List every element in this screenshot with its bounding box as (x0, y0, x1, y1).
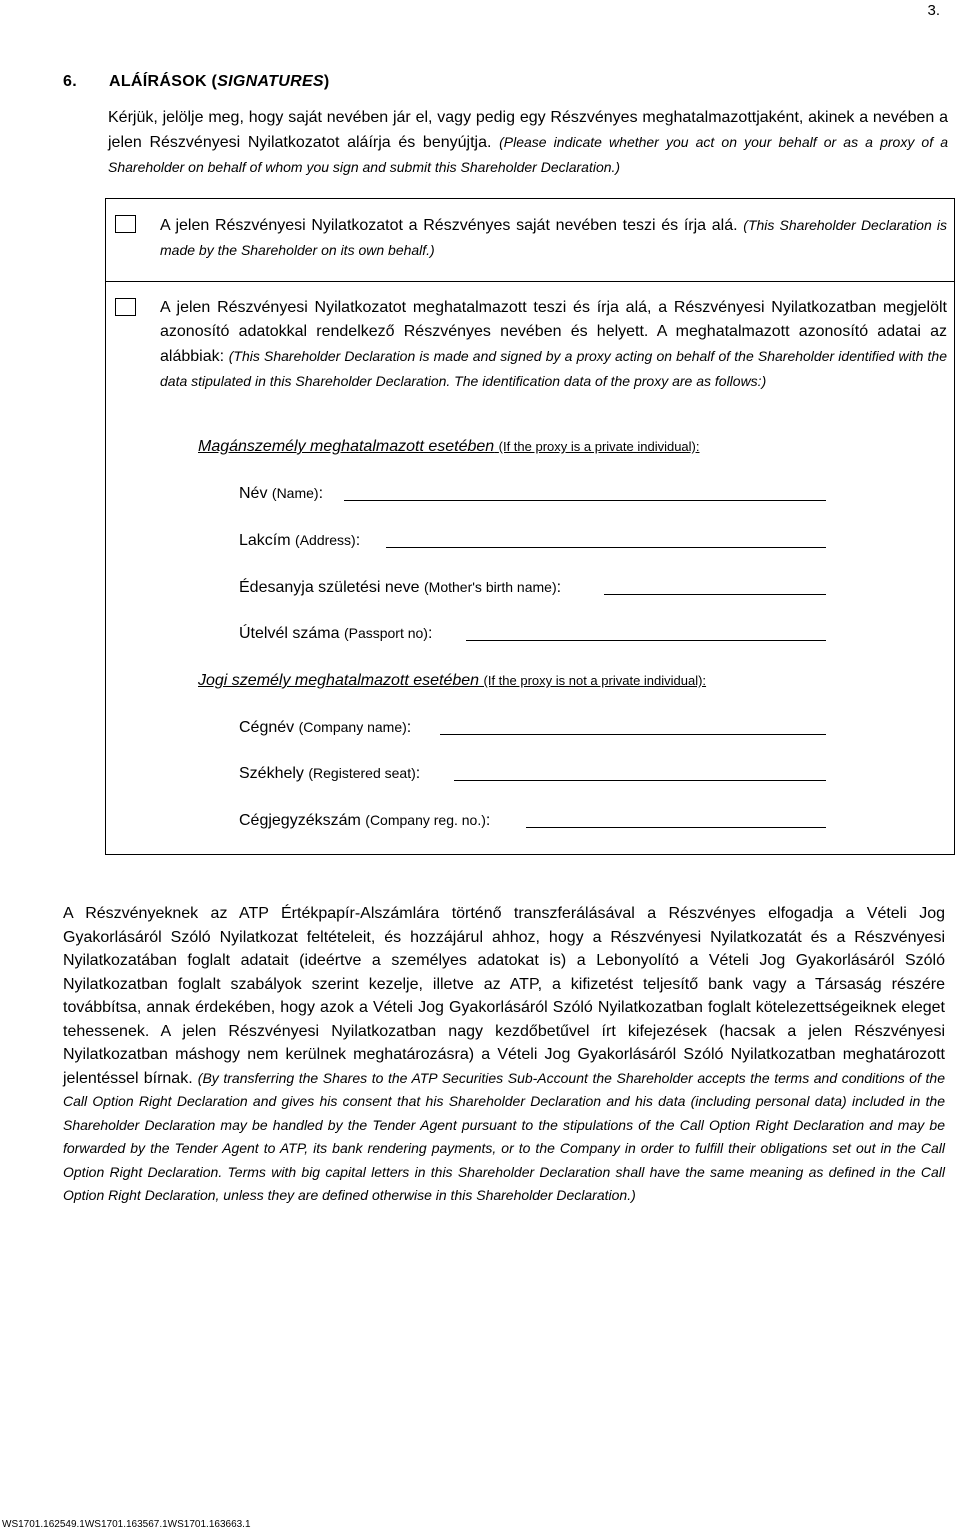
intro-hu: Kérjük, jelölje meg, hogy saját nevében jár el, vagy pedig egy Részvényes meghatalmazottjaként, akinek a nevében a jelen Részvényesi Nyilatkozatot aláírja és benyújtja. (108, 109, 948, 151)
private-heading-hu: Magánszemély meghatalmazott esetében (198, 438, 495, 455)
proxy-hu: A jelen Részvényesi Nyilatkozatot meghatalmazott teszi és írja alá, a Részvényesi Nyilatkozatban megjelölt azonosító adatokkal rendelkező Részvényes nevében és helyett. A meghatalmazott azonosító adatai az alábbiak: (160, 299, 947, 365)
intro-en: (Please indicate whether you act on your behalf or as a proxy of a Shareholder on behalf of whom you sign and submit this Shareholder Declaration.) (108, 134, 949, 175)
passport-label (239, 625, 432, 643)
name-label (239, 485, 323, 503)
company-name-field[interactable] (440, 734, 826, 735)
mothers-name-label (239, 579, 561, 597)
address-field[interactable] (386, 547, 826, 548)
section-title-close: ) (323, 73, 330, 90)
private-heading-en: (If the proxy is a private individual): (498, 439, 700, 454)
registered-seat-label-en: (Registered seat) (308, 765, 416, 781)
passport-label-hu: Útelvél száma (239, 625, 340, 642)
address-label-hu: Lakcím (239, 532, 291, 549)
private-proxy-heading (198, 438, 700, 456)
address-label-en: (Address) (295, 532, 356, 548)
proxy-option-text (160, 296, 947, 394)
company-name-label (239, 719, 411, 737)
mothers-name-label-hu: Édesanyja születési neve (239, 579, 420, 596)
company-name-label-en: (Company name) (298, 719, 407, 735)
legal-heading-en: (If the proxy is not a private individual): (483, 673, 707, 688)
company-reg-no-label-hu: Cégjegyzékszám (239, 812, 361, 829)
company-reg-no-label-colon: : (485, 812, 491, 829)
own-behalf-hu: A jelen Részvényesi Nyilatkozatot a Részvényes saját nevében teszi és írja alá. (160, 217, 738, 234)
legal-heading-hu: Jogi személy meghatalmazott esetében (198, 672, 480, 689)
own-behalf-option-text (160, 213, 947, 263)
legal-proxy-heading (198, 672, 706, 690)
section-number: 6. (63, 73, 77, 90)
proxy-en: (This Shareholder Declaration is made and signed by a proxy acting on behalf of the Shareholder identified with the data stipulated in this Shareholder Declaration. The identification data of the proxy are as follows:) (160, 348, 947, 389)
registered-seat-label-hu: Székhely (239, 765, 304, 782)
consent-paragraph (63, 902, 945, 1208)
own-behalf-checkbox[interactable] (115, 215, 136, 233)
company-reg-no-label-en: (Company reg. no.) (365, 812, 486, 828)
section-title-en: SIGNATURES (217, 73, 324, 90)
registered-seat-label-colon: : (415, 765, 421, 782)
name-label-hu: Név (239, 485, 268, 502)
name-label-en: (Name) (271, 485, 319, 501)
document-reference-footer: WS1701.162549.1WS1701.163567.1WS1701.163663.1 (2, 1519, 251, 1530)
intro-paragraph (108, 106, 948, 180)
proxy-checkbox[interactable] (115, 298, 136, 316)
name-label-colon: : (318, 485, 324, 502)
passport-field[interactable] (466, 640, 826, 641)
mothers-name-label-colon: : (556, 579, 562, 596)
page-number: 3. (927, 2, 940, 19)
address-label (239, 532, 360, 550)
company-reg-no-field[interactable] (526, 827, 826, 828)
company-name-label-colon: : (406, 719, 412, 736)
frame-divider (105, 281, 955, 282)
mothers-name-label-en: (Mother's birth name) (424, 579, 557, 595)
passport-label-en: (Passport no) (343, 625, 428, 641)
passport-label-colon: : (427, 625, 433, 642)
name-field[interactable] (344, 500, 826, 501)
registered-seat-label (239, 765, 420, 783)
section-heading (63, 73, 330, 91)
own-behalf-en: (This Shareholder Declaration is made by the Shareholder on its own behalf.) (160, 217, 948, 258)
section-title: ALÁÍRÁSOK ( (109, 73, 218, 90)
mothers-name-field[interactable] (604, 594, 826, 595)
company-name-label-hu: Cégnév (239, 719, 295, 736)
registered-seat-field[interactable] (454, 780, 826, 781)
company-reg-no-label (239, 812, 490, 830)
consent-hu: A Részvényeknek az ATP Értékpapír-Alszámlára történő transzferálásával a Részvényes elfogadja a Vételi Jog Gyakorlásáról Szóló Nyilatkozat feltételeit, és hozzájárul ahhoz, hogy a Részvényesi Nyilatkozatát és a Részvényesi Nyilatkozatában foglalt adatait (ideértve a személyes adatokat is) a Lebonyolító a Vételi Jog Gyakorlásáról Szóló Nyilatkozatban foglalt szabályok szerint kezelje, illetve az ATP, a kifizetést teljesítő bank vagy a Társaság részére továbbítsa, annak érdekében, hogy azok a Vételi Jog Gyakorlásáról Szóló Nyilatkozatban foglalt kötelezettségeiknek eleget tehessenek. A jelen Részvényesi Nyilatkozatban nagy kezdőbetűvel írt kifejezések (hacsak a jelen Részvényesi Nyilatkozatban máshogy nem kerülnek meghatározásra) a Vételi Jog Gyakorlásáról Szóló Nyilatkozatban meghatározott jelentéssel bírnak. (63, 905, 945, 1087)
address-label-colon: : (355, 532, 361, 549)
consent-en: (By transferring the Shares to the ATP Securities Sub-Account the Shareholder accepts the terms and conditions of the Call Option Right Declaration and gives his consent that his Shareholder Declaration and his data (including personal data) included in the Shareholder Declaration may be handled by the Tender Agent pursuant to the stipulations of the Call Option Right Declaration and may be forwarded by the Tender Agent to ATP, its bank rendering payments, or to the Company in order to fulfill their obligations set out in the Call Option Right Declaration. Terms with big capital letters in this Shareholder Declaration shall have the same meaning as defined in the Call Option Right Declaration, unless they are defined otherwise in this Shareholder Declaration.) (63, 1069, 946, 1203)
